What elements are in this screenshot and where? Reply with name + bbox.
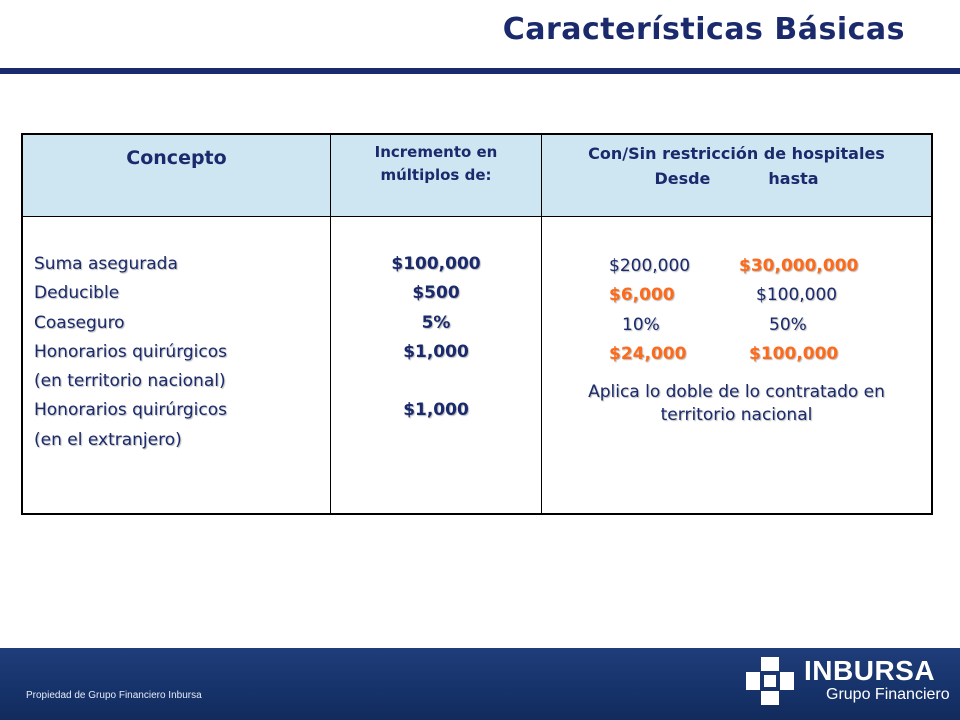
range-desde: 10% (622, 314, 660, 335)
header-concepto: Concepto (126, 147, 227, 169)
range-hasta: $100,000 (749, 343, 839, 364)
concept-item: (en territorio nacional) (34, 371, 226, 392)
header-restriccion (542, 135, 931, 222)
concept-item: Deducible (34, 283, 120, 304)
note-line: territorio nacional (660, 405, 813, 426)
range-row (542, 311, 931, 340)
concept-item: (en el extranjero) (34, 429, 182, 450)
note-line: Aplica lo doble de lo contratado en (588, 382, 885, 403)
header-desde: Desde (654, 169, 711, 188)
header-restriccion-line1: Con/Sin restricción de hospitales (588, 144, 885, 163)
increment-value: $100,000 (391, 254, 481, 274)
concept-item: Coaseguro (34, 312, 125, 333)
footer-text: Propiedad de Grupo Financiero Inbursa (26, 690, 202, 701)
table-note (542, 381, 931, 427)
increments-column (331, 250, 541, 426)
increment-value: $500 (412, 283, 460, 304)
increment-value: 5% (421, 312, 451, 333)
increment-value: $1,000 (403, 341, 469, 362)
logo-name: INBURSA (804, 655, 936, 686)
range-desde: $24,000 (609, 343, 687, 364)
concepts-column (34, 250, 227, 455)
header-hasta: hasta (768, 169, 819, 188)
ranges-column (542, 252, 931, 427)
range-desde: $6,000 (609, 285, 675, 306)
range-desde: $200,000 (609, 256, 691, 276)
range-hasta: 50% (769, 314, 807, 335)
header-incremento-line1: Incremento en (374, 143, 498, 161)
header-incremento (331, 135, 541, 222)
range-hasta: $30,000,000 (739, 256, 859, 276)
concept-item: Honorarios quirúrgicos (34, 400, 228, 421)
logo-subtitle: Grupo Financiero (826, 686, 950, 703)
increment-value: $1,000 (403, 400, 469, 421)
range-hasta: $100,000 (756, 285, 838, 306)
concept-item: Suma asegurada (34, 254, 178, 274)
range-row (542, 340, 931, 369)
range-row (542, 252, 931, 281)
slide-title: Características Básicas (502, 12, 905, 47)
concept-item: Honorarios quirúrgicos (34, 341, 228, 362)
header-range-labels (542, 166, 931, 191)
features-table (21, 133, 933, 515)
title-divider (0, 68, 960, 74)
inbursa-logo-icon (744, 655, 796, 707)
header-incremento-line2: múltiplos de: (380, 166, 492, 184)
range-row (542, 281, 931, 310)
